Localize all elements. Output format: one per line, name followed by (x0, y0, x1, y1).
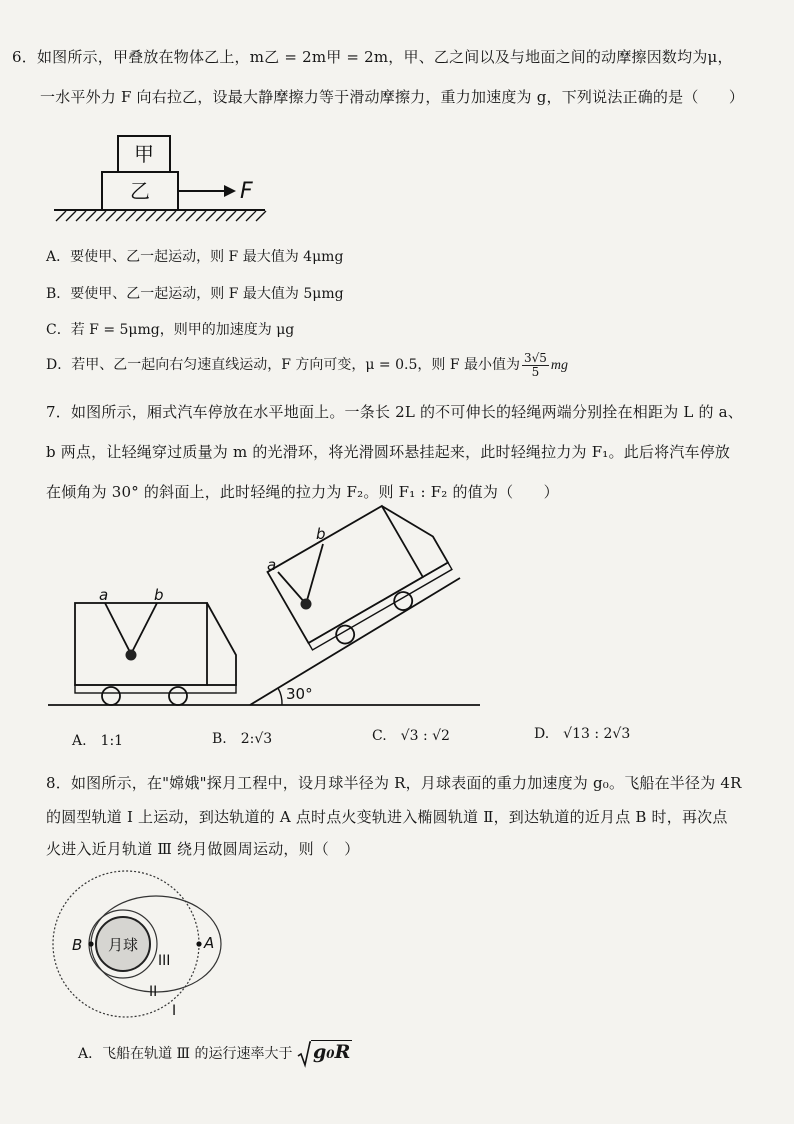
q7-option-d: D. √13 : 2√3 (534, 726, 631, 742)
incline-angle-arc (278, 688, 282, 705)
sqrt-sign (297, 1041, 311, 1067)
label-a-level: a (99, 586, 109, 604)
point-b-dot (88, 941, 93, 946)
fraction-denominator: 5 (531, 364, 540, 379)
fraction-numerator: 3√5 (524, 350, 547, 365)
q7-option-a: A. 1:1 (72, 733, 124, 749)
block-yi-label: 乙 (130, 179, 150, 203)
force-arrowhead (224, 185, 236, 197)
q8-line2: 的圆型轨道 Ⅰ 上运动，到达轨道的 A 点时点火变轨进入椭圆轨道 Ⅱ，到达轨道的近月点 B 时，再次点 (46, 808, 728, 826)
q6-option-a: A．要使甲、乙一起运动，则 F 最大值为 4μmg (46, 249, 344, 265)
q7-option-b: B. 2:√3 (212, 731, 273, 747)
q6-option-c: C．若 F = 5μmg，则甲的加速度为 μg (46, 322, 295, 338)
orbit-3-label: III (158, 953, 171, 969)
incline-angle-label: 30° (286, 685, 313, 703)
q7-line2: b 两点，让轻绳穿过质量为 m 的光滑环，将光滑圆环悬挂起来，此时轻绳拉力为 F₁。此后将汽车停放 (46, 443, 731, 461)
label-a-incline: a (267, 556, 277, 574)
q6-option-b: B．要使甲、乙一起运动，则 F 最大值为 5μmg (46, 286, 344, 302)
q7-option-c: C. √3 : √2 (372, 728, 450, 744)
q7-line1: 7．如图所示，厢式汽车停放在水平地面上。一条长 2L 的不可伸长的轻绳两端分别拴在相距为 L 的 a、 (46, 403, 743, 421)
q8-line3: 火进入近月轨道 Ⅲ 绕月做圆周运动，则（ ） (46, 840, 360, 858)
q8-option-a-handwritten: g₀R (312, 1041, 351, 1063)
q6-line2: 一水平外力 F 向右拉乙，设最大静摩擦力等于滑动摩擦力，重力加速度为 g，下列说法正确的是（ ） (40, 88, 745, 106)
point-b-label: B (72, 936, 83, 954)
q6-option-d-prefix: D．若甲、乙一起向右匀速直线运动，F 方向可变，μ = 0.5，则 F 最小值为 (46, 357, 520, 373)
label-b-incline: b (316, 525, 326, 543)
point-a-label: A (204, 934, 215, 952)
point-a-dot (196, 941, 201, 946)
q8-figure (48, 872, 248, 1022)
q8-option-a-text: A．飞船在轨道 Ⅲ 的运行速率大于 (78, 1046, 293, 1062)
q6-option-d (46, 350, 568, 381)
q6-option-d-suffix: mg (550, 358, 569, 373)
q6-option-d-fraction (522, 352, 549, 379)
q8-line1: 8．如图所示，在"嫦娥"探月工程中，设月球半径为 R，月球表面的重力加速度为 g₀。飞船在半径为 4R (46, 774, 742, 792)
q6-line1: 6．如图所示，甲叠放在物体乙上，m乙 = 2m甲 = 2m，甲、乙之间以及与地面之间的动摩擦因数均为μ， (12, 48, 733, 66)
q8-option-a (78, 1040, 352, 1067)
truck-incline (268, 491, 458, 660)
ground-hatching (56, 211, 266, 221)
q7-figure (0, 500, 794, 720)
q6-figure (40, 130, 280, 230)
orbit-1-label: I (172, 1003, 177, 1019)
label-b-level: b (154, 586, 164, 604)
ring-incline (301, 599, 312, 610)
moon-label: 月球 (107, 936, 139, 954)
q7-line3: 在倾角为 30° 的斜面上，此时轻绳的拉力为 F₂。则 F₁ : F₂ 的值为（ ） (46, 483, 559, 501)
truck-level (75, 603, 236, 705)
block-jia-label: 甲 (134, 142, 154, 166)
orbit-2-label: II (149, 984, 158, 1000)
force-label: F (240, 179, 253, 204)
ring-level (126, 650, 137, 661)
